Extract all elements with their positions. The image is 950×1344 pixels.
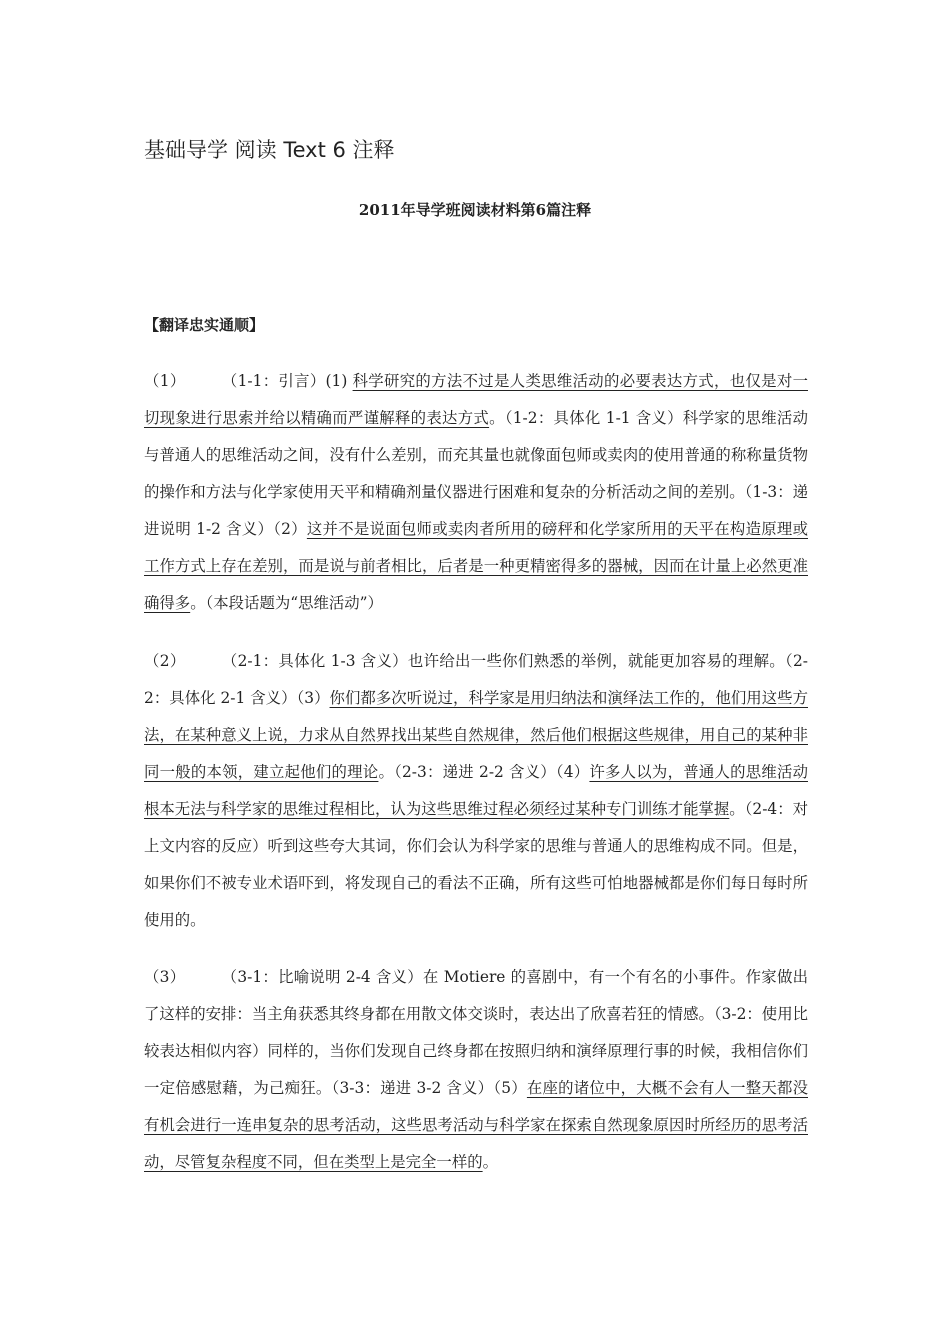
annotation-text: （3-1：比喻说明 2-4 含义）在 Motiere 的喜剧中，有一个有名的小事件。作家做出了这样的安排：当主角获悉其终身都在用散文体交谈时，表达出了欣喜若狂的情感。（3-2：使用比较表达相似内容）同样的，当你们发现自己终身都在按照归纳和演绎原理行事的时候，我相信你们一定倍感慰藉，为己痴狂。（3-3：递进 3-2 含义）（5） [144, 968, 808, 1097]
annotation-text: 。 [482, 1153, 499, 1171]
document-title: 基础导学 阅读 Text 6 注释 [144, 138, 395, 162]
paragraph-number: （1） [144, 372, 186, 390]
underlined-key-sentence: 许多人以为，普通人的思维活动根本无法与科学家的思维过程相比，认为这些思维过程必须经过某种专门训练才能掌握 [144, 763, 808, 818]
underlined-key-sentence: 这并不是说面包师或卖肉者所用的磅秤和化学家所用的天平在构造原理或工作方式上存在差别，而是说与前者相比，后者是一种更精密得多的器械，因而在计量上必然更准确得多 [144, 520, 808, 612]
annotation-text: 。（1-2：具体化 1-1 含义）科学家的思维活动与普通人的思维活动之间，没有什么差别，而充其量也就像面包师或卖肉的使用普通的称称量货物的操作和方法与化学家使用天平和精确剂量仪器进行困难和复杂的分析活动之间的差别。（1-3：递进说明 1-2 含义）（2） [144, 409, 808, 538]
section-heading: 【翻译忠实通顺】 [144, 316, 265, 334]
annotation-text: 。（2-4：对上文内容的反应）听到这些夸大其词，你们会认为科学家的思维与普通人的思维构成不同。但是，如果你们不被专业术语吓到，将发现自己的看法不正确，所有这些可怕地器械都是你们每日每时所使用的。 [144, 800, 808, 929]
document-subtitle: 2011年导学班阅读材料第6篇注释 [358, 201, 592, 219]
paragraph-number: （3） [144, 968, 186, 986]
paragraph-number: （2） [144, 652, 186, 670]
annotation-text: 。（2-3：递进 2-2 含义）（4） [378, 763, 590, 781]
annotation-text: （1-1：引言）(1) [221, 372, 353, 390]
paragraph-3 [144, 959, 808, 1181]
underlined-key-sentence: 你们都多次听说过，科学家是用归纳法和演绎法工作的，他们用这些方法，在某种意义上说，力求从自然界找出某些自然规律，然后他们根据这些规律，用自己的某种非同一般的本领，建立起他们的理论 [144, 689, 808, 781]
annotation-text: （2-1：具体化 1-3 含义）也许给出一些你们熟悉的举例，就能更加容易的理解。（2-2：具体化 2-1 含义）（3） [144, 652, 808, 707]
underlined-key-sentence: 科学研究的方法不过是人类思维活动的必要表达方式，也仅是对一切现象进行思索并给以精确而严谨解释的表达方式 [144, 372, 808, 427]
paragraph-1 [144, 363, 808, 622]
underlined-key-sentence: 在座的诸位中，大概不会有人一整天都没有机会进行一连串复杂的思考活动，这些思考活动与科学家在探索自然现象原因时所经历的思考活动，尽管复杂程度不同，但在类型上是完全一样的 [144, 1079, 808, 1171]
paragraph-2 [144, 643, 808, 939]
annotation-text: 。（本段话题为“思维活动”） [190, 594, 383, 612]
